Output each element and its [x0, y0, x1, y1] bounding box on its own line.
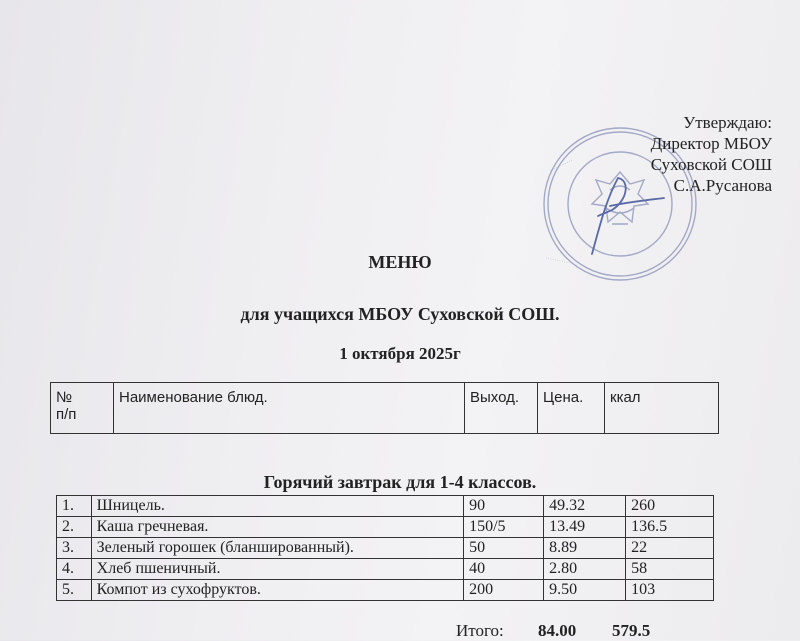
svg-text:···········: ··········· — [548, 157, 575, 175]
header-number-abbr: п/п — [56, 406, 77, 423]
item-output: 150/5 — [464, 517, 544, 538]
item-output: 90 — [464, 496, 544, 517]
header-dish-name: Наименование блюд. — [114, 383, 465, 434]
item-price: 13.49 — [544, 517, 626, 538]
svg-text:···········: ··········· — [544, 254, 571, 267]
item-number: 5. — [57, 580, 92, 601]
section-title: Горячий завтрак для 1-4 классов. — [263, 472, 537, 492]
director-signature — [578, 170, 668, 260]
header-row — [51, 383, 719, 434]
header-table — [50, 382, 719, 434]
item-number: 2. — [57, 517, 92, 538]
header-kcal: ккал — [605, 383, 719, 434]
item-name: Компот из сухофруктов. — [91, 580, 463, 601]
approval-block — [651, 112, 772, 196]
table-row — [57, 580, 714, 601]
table-row — [57, 517, 714, 538]
item-price: 2.80 — [544, 559, 626, 580]
item-output: 50 — [464, 538, 544, 559]
menu-date: 1 октября 2025г — [339, 344, 461, 363]
item-kcal: 22 — [626, 538, 714, 559]
totals-price: 84.00 — [538, 621, 577, 640]
item-price: 8.89 — [544, 538, 626, 559]
approval-line-1: Утверждаю: — [683, 113, 772, 132]
header-price: Цена. — [538, 383, 605, 434]
header-output: Выход. — [465, 383, 538, 434]
item-number: 1. — [57, 496, 92, 517]
item-name: Хлеб пшеничный. — [91, 559, 463, 580]
table-row — [57, 538, 714, 559]
item-output: 40 — [464, 559, 544, 580]
item-name: Каша гречневая. — [91, 517, 463, 538]
item-name: Зеленый горошек (бланшированный). — [91, 538, 463, 559]
table-row — [57, 559, 714, 580]
item-number: 3. — [57, 538, 92, 559]
item-kcal: 136.5 — [626, 517, 714, 538]
approval-line-2: Директор МБОУ — [650, 134, 772, 153]
table-row — [57, 496, 714, 517]
item-kcal: 58 — [626, 559, 714, 580]
menu-subtitle: для учащихся МБОУ Суховской СОШ. — [240, 304, 560, 324]
approval-line-3: Суховской СОШ — [650, 155, 772, 174]
header-number-symbol: № — [56, 389, 73, 406]
item-name: Шницель. — [91, 496, 463, 517]
totals-kcal: 579.5 — [612, 621, 651, 640]
item-output: 200 — [464, 580, 544, 601]
header-number — [51, 383, 114, 434]
totals-label: Итого: — [456, 621, 504, 640]
item-price: 49.32 — [544, 496, 626, 517]
item-price: 9.50 — [544, 580, 626, 601]
approval-line-4: С.А.Русанова — [673, 176, 772, 195]
item-number: 4. — [57, 559, 92, 580]
item-kcal: 103 — [626, 580, 714, 601]
item-kcal: 260 — [626, 496, 714, 517]
menu-title: МЕНЮ — [368, 252, 432, 272]
menu-items-table — [56, 495, 714, 601]
